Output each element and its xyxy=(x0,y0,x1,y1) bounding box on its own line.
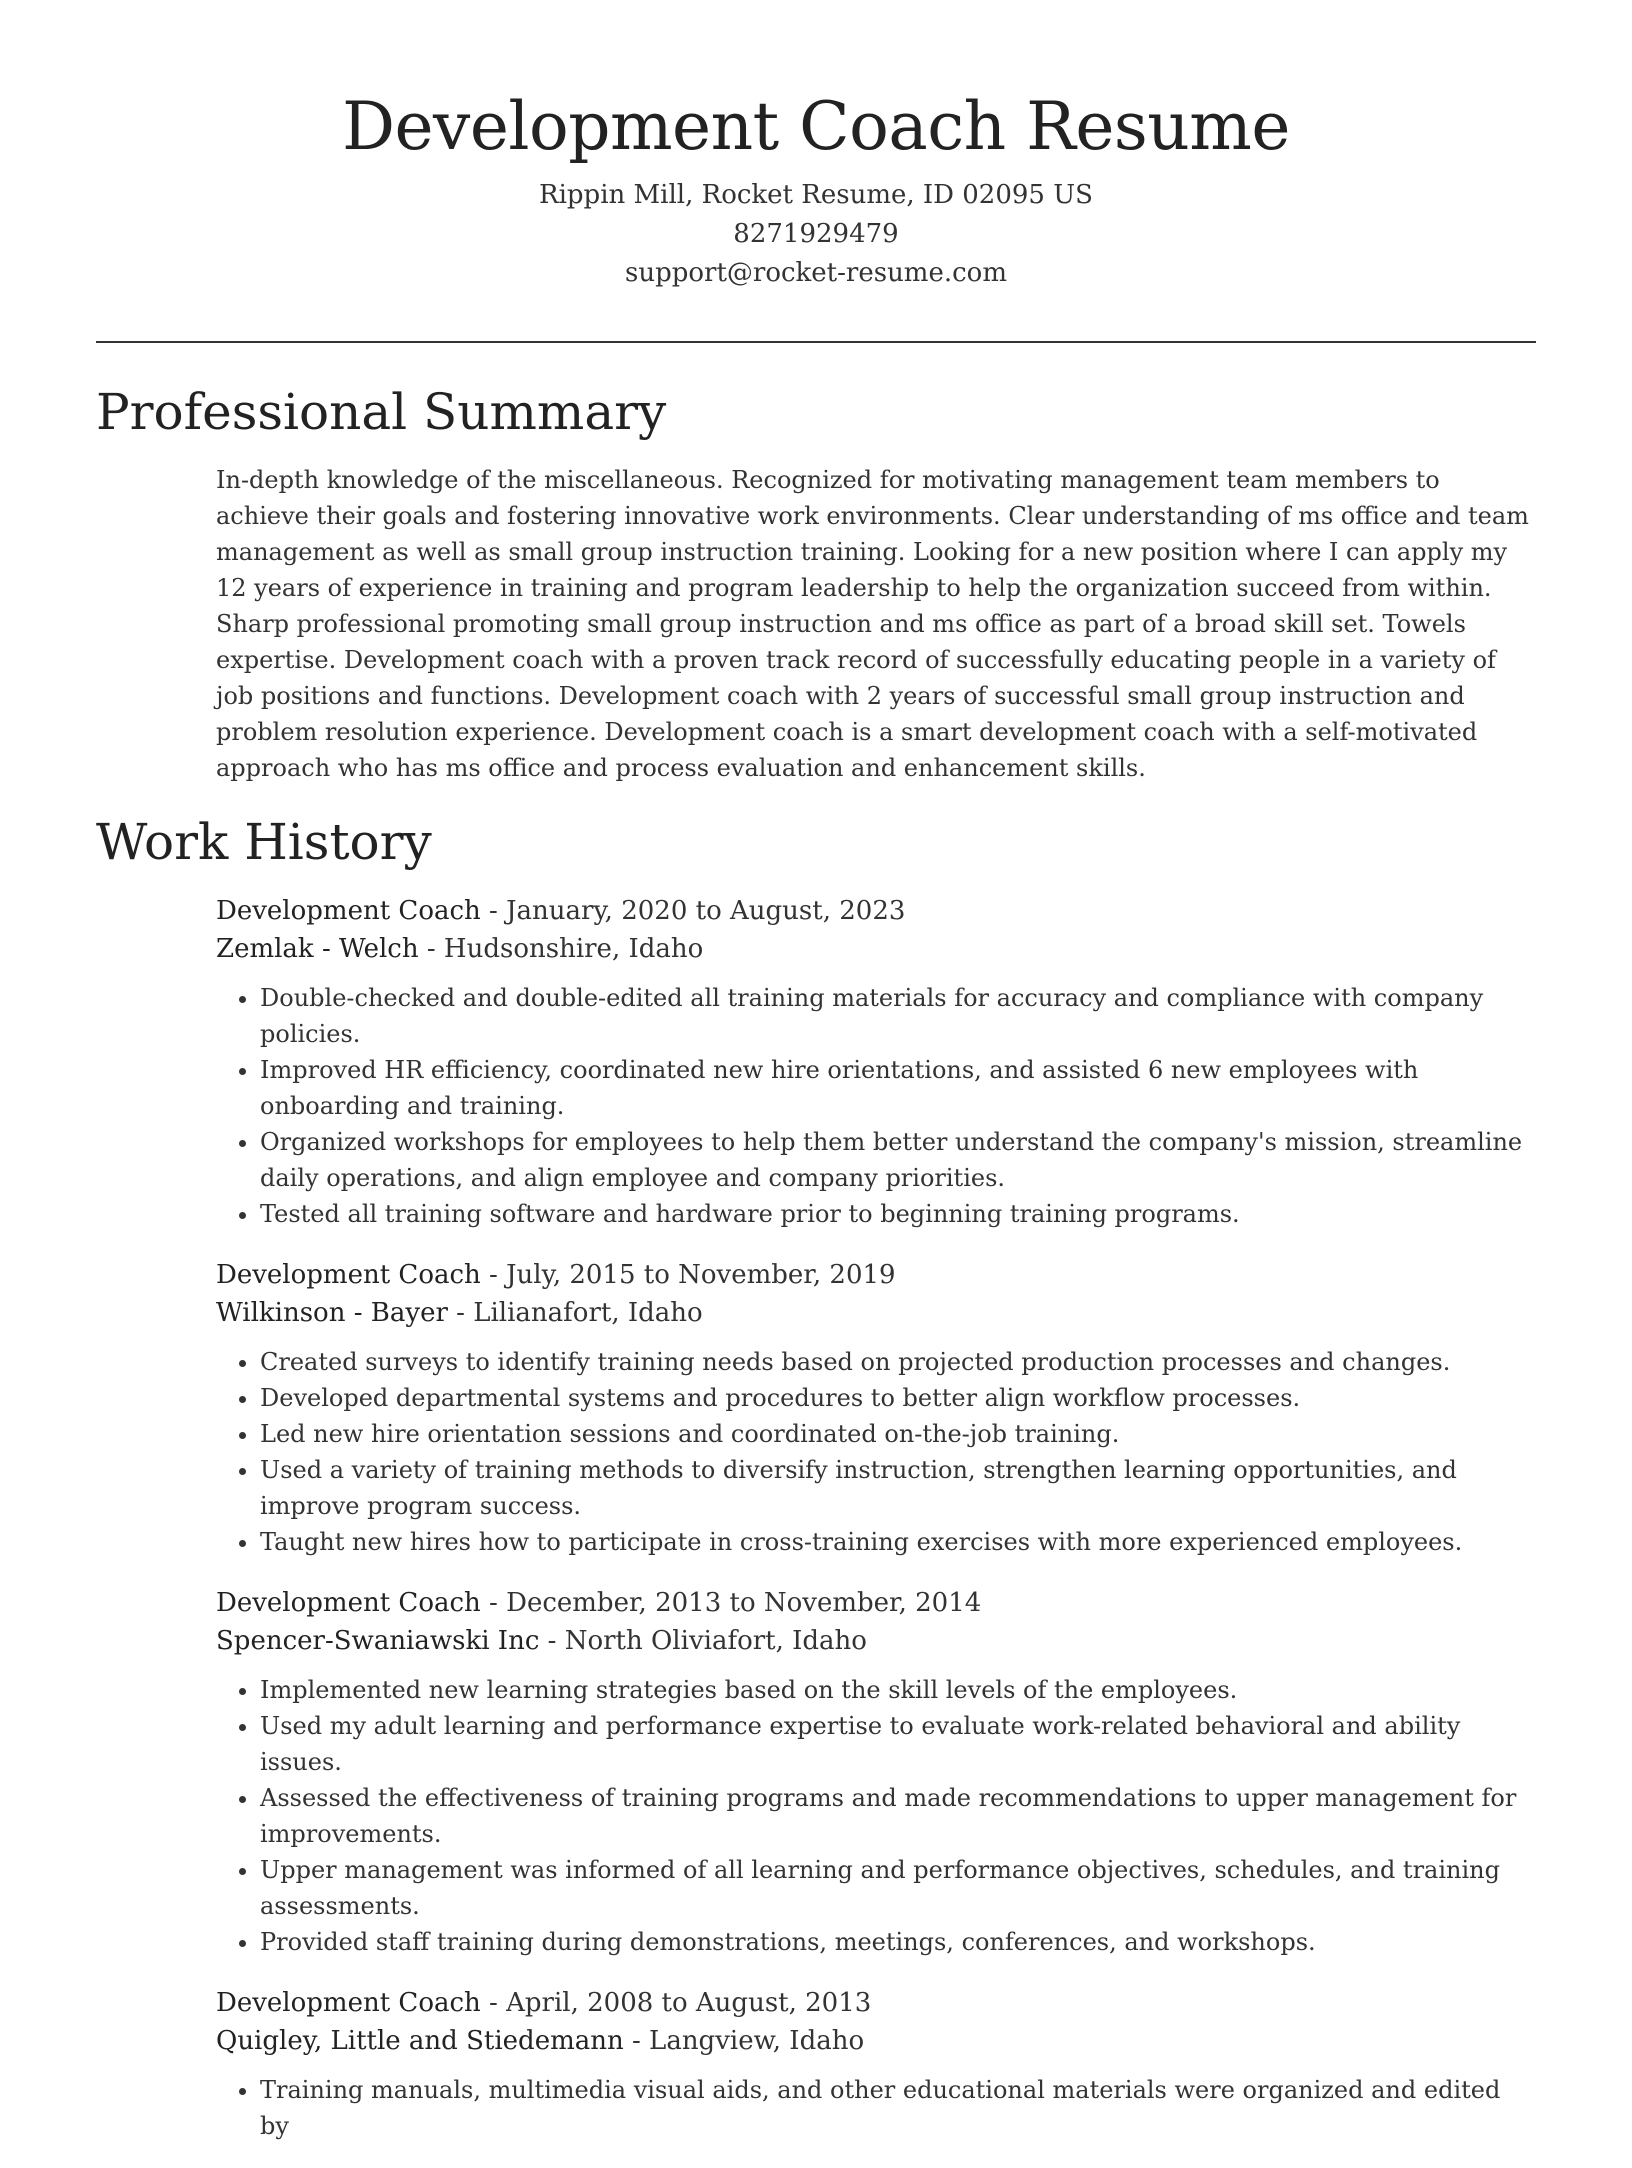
job-entry xyxy=(216,1584,1536,1960)
address-text: Rippin Mill, Rocket Resume, ID 02095 US xyxy=(539,180,1093,210)
duty-item: • Improved HR efficiency, coordinated new hire orientations, and assisted 6 new employees with onboarding and training. xyxy=(260,1052,1536,1124)
duty-item: • Used my adult learning and performance expertise to evaluate work-related behavioral and ability issues. xyxy=(260,1708,1536,1780)
job-duties xyxy=(216,980,1536,1232)
job-location: - North Oliviafort, Idaho xyxy=(539,1626,867,1656)
page-title: Development Coach Resume xyxy=(342,88,1290,165)
summary-heading: Professional Summary xyxy=(96,383,667,441)
duty-item: • Provided staff training during demonstrations, meetings, conferences, and workshops. xyxy=(260,1924,1536,1960)
job-company: Wilkinson - Bayer xyxy=(216,1298,448,1328)
job-title: Development Coach xyxy=(216,1260,481,1290)
job-title-line xyxy=(216,1584,1536,1622)
duty-item: • Taught new hires how to participate in cross-training exercises with more experienced employees. xyxy=(260,1524,1536,1560)
summary-text: In-depth knowledge of the miscellaneous. Recognized for motivating management team members to achieve their goals and fostering innovative work environments. Clear understanding of ms office and team management as well as small group instruction training. Looking for a new position where I can apply my 12 years of experience in training and program leadership to help the organization succeed from within. Sharp professional promoting small group instruction and ms office as part of a broad skill set. Towels expertise. Development coach with a proven track record of successfully educating people in a variety of job positions and functions. Development coach with 2 years of successful small group instruction and problem resolution experience. Development coach is a smart development coach with a self-motivated approach who has ms office and process evaluation and enhancement skills. xyxy=(216,466,1529,782)
job-title: Development Coach xyxy=(216,896,481,926)
job-title-line xyxy=(216,1984,1536,2022)
duty-item: • Upper management was informed of all learning and performance objectives, schedules, and training assessments. xyxy=(260,1852,1536,1924)
job-entry xyxy=(216,1256,1536,1560)
job-title: Development Coach xyxy=(216,1988,481,2018)
duty-item: • Organized workshops for employees to help them better understand the company's mission, streamline daily operations, and align employee and company priorities. xyxy=(260,1124,1536,1196)
job-entry xyxy=(216,892,1536,1232)
job-company: Zemlak - Welch xyxy=(216,934,419,964)
job-company-line xyxy=(216,1294,1536,1332)
job-duties xyxy=(216,1344,1536,1560)
job-duties xyxy=(216,2072,1536,2144)
duty-item: • Double-checked and double-edited all training materials for accuracy and compliance with company policies. xyxy=(260,980,1536,1052)
job-dates: - December, 2013 to November, 2014 xyxy=(480,1588,982,1618)
duty-item: • Used a variety of training methods to diversify instruction, strengthen learning opportunities, and improve program success. xyxy=(260,1452,1536,1524)
job-dates: - January, 2020 to August, 2023 xyxy=(480,896,906,926)
duty-item: • Led new hire orientation sessions and coordinated on-the-job training. xyxy=(260,1416,1536,1452)
phone-text: 8271929479 xyxy=(733,219,899,249)
duty-item: • Training manuals, multimedia visual aids, and other educational materials were organized and edited by xyxy=(260,2072,1536,2144)
work-history-list xyxy=(216,892,1536,2168)
duty-item: • Created surveys to identify training needs based on projected production processes and changes. xyxy=(260,1344,1536,1380)
job-duties xyxy=(216,1672,1536,1960)
header-divider xyxy=(96,341,1536,343)
resume-header xyxy=(96,82,1536,293)
duty-item: • Implemented new learning strategies based on the skill levels of the employees. xyxy=(260,1672,1536,1708)
email-text: support@rocket-resume.com xyxy=(624,258,1007,288)
job-company-line xyxy=(216,2022,1536,2060)
job-company-line xyxy=(216,930,1536,968)
work-history-heading: Work History xyxy=(96,813,432,871)
job-location: - Langview, Idaho xyxy=(623,2026,865,2056)
duty-item: • Developed departmental systems and procedures to better align workflow processes. xyxy=(260,1380,1536,1416)
job-company-line xyxy=(216,1622,1536,1660)
job-entry xyxy=(216,1984,1536,2144)
job-company: Spencer-Swaniawski Inc xyxy=(216,1626,540,1656)
duty-item: • Tested all training software and hardware prior to beginning training programs. xyxy=(260,1196,1536,1232)
duty-item: • Assessed the effectiveness of training programs and made recommendations to upper management for improvements. xyxy=(260,1780,1536,1852)
job-title: Development Coach xyxy=(216,1588,481,1618)
job-title-line xyxy=(216,892,1536,930)
job-location: - Hudsonshire, Idaho xyxy=(418,934,704,964)
job-title-line xyxy=(216,1256,1536,1294)
job-location: - Lilianafort, Idaho xyxy=(447,1298,703,1328)
job-dates: - April, 2008 to August, 2013 xyxy=(480,1988,872,2018)
job-dates: - July, 2015 to November, 2019 xyxy=(480,1260,896,1290)
job-company: Quigley, Little and Stiedemann xyxy=(216,2026,624,2056)
contact-info xyxy=(96,176,1536,293)
